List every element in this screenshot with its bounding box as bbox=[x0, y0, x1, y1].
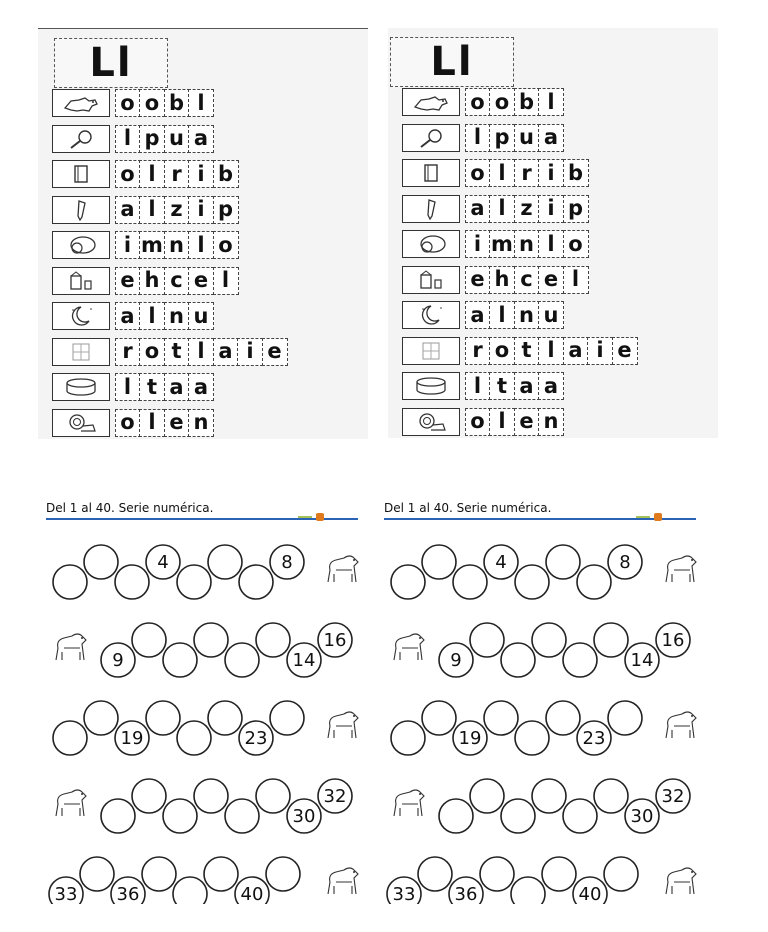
letter-cell: o bbox=[115, 89, 141, 117]
number-circle bbox=[146, 701, 180, 735]
number-circle bbox=[418, 857, 452, 891]
number-row bbox=[391, 701, 696, 755]
letter-cell: p bbox=[139, 125, 165, 153]
letter-cell: u bbox=[164, 125, 190, 153]
moon-icon bbox=[52, 302, 110, 330]
number-circle bbox=[208, 701, 242, 735]
letter-cell: i bbox=[587, 337, 613, 365]
letter-cell: a bbox=[164, 373, 190, 401]
letter-cell: e bbox=[262, 338, 288, 366]
number-series-svg bbox=[46, 524, 366, 904]
letter-cell: i bbox=[465, 230, 491, 258]
number-row bbox=[53, 701, 358, 755]
letter-cell: o bbox=[139, 89, 165, 117]
number-label: 36 bbox=[116, 884, 140, 904]
letter-cell: u bbox=[514, 124, 540, 152]
number-label: 19 bbox=[120, 728, 144, 749]
number-label: 16 bbox=[323, 630, 347, 651]
number-label: 19 bbox=[458, 728, 482, 749]
number-row bbox=[394, 779, 690, 833]
number-label: 40 bbox=[578, 884, 602, 904]
book-icon bbox=[52, 160, 110, 188]
poodle-icon bbox=[328, 556, 358, 582]
letter-cell: l bbox=[489, 195, 515, 223]
letter-cell: l bbox=[188, 231, 214, 259]
number-row bbox=[387, 857, 696, 904]
word-row bbox=[402, 124, 564, 152]
word-row bbox=[402, 337, 638, 365]
number-circle bbox=[532, 779, 566, 813]
number-circle bbox=[270, 701, 304, 735]
word-row bbox=[52, 373, 214, 401]
letter-cell: p bbox=[489, 124, 515, 152]
number-circle bbox=[480, 857, 514, 891]
title-underline bbox=[384, 518, 696, 520]
number-circle bbox=[163, 799, 197, 833]
word-worksheet-left bbox=[38, 28, 368, 439]
letter-cell: z bbox=[514, 195, 540, 223]
number-circle bbox=[515, 721, 549, 755]
word-row bbox=[52, 125, 214, 153]
word-row bbox=[52, 89, 214, 117]
letter-cell: e bbox=[514, 408, 540, 436]
moon-icon bbox=[402, 301, 460, 329]
milk-icon bbox=[52, 267, 110, 295]
fluffy-dog-icon bbox=[394, 790, 424, 816]
letter-cell: o bbox=[465, 88, 491, 116]
letter-cell: n bbox=[188, 409, 214, 437]
wolf-icon bbox=[402, 88, 460, 116]
lemon-icon bbox=[402, 230, 460, 258]
number-label: 23 bbox=[244, 728, 268, 749]
milk-icon bbox=[402, 266, 460, 294]
decoration-mark bbox=[654, 513, 662, 521]
letter-cell: a bbox=[465, 195, 491, 223]
letter-cell: e bbox=[538, 266, 564, 294]
letter-cell: r bbox=[514, 159, 540, 187]
number-circle bbox=[484, 701, 518, 735]
word-row bbox=[52, 231, 239, 259]
letter-cell: a bbox=[514, 372, 540, 400]
number-label: 32 bbox=[661, 786, 685, 807]
letter-cell: n bbox=[164, 302, 190, 330]
tin-can-icon bbox=[52, 373, 110, 401]
number-label: 33 bbox=[392, 884, 416, 904]
letter-cell: a bbox=[563, 337, 589, 365]
letter-cell: e bbox=[612, 337, 638, 365]
letter-cell: i bbox=[188, 196, 214, 224]
number-circle bbox=[515, 565, 549, 599]
letter-cell: l bbox=[188, 338, 214, 366]
number-circle bbox=[225, 643, 259, 677]
letter-cell: i bbox=[538, 195, 564, 223]
number-circle bbox=[542, 857, 576, 891]
letter-cell: l bbox=[139, 409, 165, 437]
number-label: 33 bbox=[54, 884, 78, 904]
letter-cell: p bbox=[563, 195, 589, 223]
letter-cell: h bbox=[139, 267, 165, 295]
letter-cell: a bbox=[115, 302, 141, 330]
word-row bbox=[52, 196, 239, 224]
letter-cell: l bbox=[139, 196, 165, 224]
letter-cell: a bbox=[188, 373, 214, 401]
number-worksheet-right bbox=[384, 494, 704, 904]
number-label: 9 bbox=[112, 650, 124, 671]
worksheet-title: Ll bbox=[390, 37, 514, 87]
number-worksheet-title: Del 1 al 40. Serie numérica. bbox=[46, 501, 214, 515]
letter-cell: n bbox=[514, 230, 540, 258]
standing-poodle-icon bbox=[328, 712, 358, 738]
letter-cell: a bbox=[538, 372, 564, 400]
number-circle bbox=[194, 623, 228, 657]
word-row bbox=[52, 302, 214, 330]
number-label: 8 bbox=[281, 552, 293, 573]
number-circle bbox=[132, 779, 166, 813]
letter-cell: l bbox=[188, 89, 214, 117]
number-circle bbox=[115, 565, 149, 599]
title-underline bbox=[46, 518, 358, 520]
number-label: 4 bbox=[495, 552, 507, 573]
letter-cell: o bbox=[115, 160, 141, 188]
word-worksheet-right bbox=[388, 28, 718, 438]
number-circle bbox=[177, 565, 211, 599]
letter-cell: o bbox=[489, 88, 515, 116]
number-circle bbox=[594, 623, 628, 657]
number-row bbox=[391, 545, 696, 599]
letter-cell: l bbox=[538, 337, 564, 365]
number-circle bbox=[577, 565, 611, 599]
number-circle bbox=[256, 623, 290, 657]
letter-cell: b bbox=[213, 160, 239, 188]
number-circle bbox=[101, 799, 135, 833]
number-circle bbox=[594, 779, 628, 813]
word-row bbox=[52, 338, 288, 366]
letter-cell: b bbox=[514, 88, 540, 116]
number-label: 30 bbox=[292, 806, 316, 827]
number-circle bbox=[532, 623, 566, 657]
number-series-svg bbox=[384, 524, 704, 904]
lion-icon bbox=[52, 409, 110, 437]
wolf-icon bbox=[52, 89, 110, 117]
letter-cell: o bbox=[213, 231, 239, 259]
letter-cell: a bbox=[188, 125, 214, 153]
letter-cell: t bbox=[164, 338, 190, 366]
word-row bbox=[402, 301, 564, 329]
letter-cell: n bbox=[514, 301, 540, 329]
lemon-icon bbox=[52, 231, 110, 259]
word-row bbox=[402, 159, 589, 187]
number-circle bbox=[194, 779, 228, 813]
letter-cell: l bbox=[213, 267, 239, 295]
terrier-icon bbox=[394, 634, 424, 660]
letter-cell: r bbox=[115, 338, 141, 366]
pencil-icon bbox=[402, 195, 460, 223]
number-circle bbox=[391, 721, 425, 755]
number-label: 4 bbox=[157, 552, 169, 573]
letter-cell: e bbox=[188, 267, 214, 295]
letter-cell: o bbox=[563, 230, 589, 258]
word-row bbox=[402, 195, 589, 223]
letter-cell: a bbox=[465, 301, 491, 329]
word-row bbox=[402, 88, 564, 116]
letter-cell: r bbox=[465, 337, 491, 365]
letter-cell: e bbox=[164, 409, 190, 437]
letter-cell: c bbox=[164, 267, 190, 295]
terrier-icon bbox=[56, 634, 86, 660]
letter-cell: o bbox=[115, 409, 141, 437]
poodle-icon bbox=[666, 556, 696, 582]
number-row bbox=[53, 545, 358, 599]
number-label: 36 bbox=[454, 884, 478, 904]
letter-cell: a bbox=[115, 196, 141, 224]
number-circle bbox=[604, 857, 638, 891]
letter-cell: l bbox=[465, 372, 491, 400]
letter-cell: l bbox=[489, 301, 515, 329]
lottery-card-icon bbox=[402, 337, 460, 365]
number-label: 16 bbox=[661, 630, 685, 651]
number-circle bbox=[391, 565, 425, 599]
number-label: 40 bbox=[240, 884, 264, 904]
letter-cell: n bbox=[538, 408, 564, 436]
number-label: 14 bbox=[630, 650, 654, 671]
number-circle bbox=[563, 643, 597, 677]
number-circle bbox=[511, 877, 545, 904]
letter-cell: l bbox=[489, 159, 515, 187]
letter-cell: t bbox=[489, 372, 515, 400]
letter-cell: e bbox=[115, 267, 141, 295]
number-circle bbox=[501, 799, 535, 833]
word-row bbox=[402, 230, 589, 258]
word-row bbox=[402, 408, 564, 436]
number-circle bbox=[608, 701, 642, 735]
standing-poodle-icon bbox=[666, 712, 696, 738]
letter-cell: l bbox=[538, 88, 564, 116]
number-circle bbox=[239, 565, 273, 599]
decoration-mark bbox=[298, 516, 312, 518]
number-circle bbox=[470, 623, 504, 657]
number-circle bbox=[208, 545, 242, 579]
letter-cell: c bbox=[514, 266, 540, 294]
letter-cell: l bbox=[115, 125, 141, 153]
worksheet-title: Ll bbox=[54, 38, 168, 88]
word-row bbox=[52, 267, 239, 295]
word-row bbox=[52, 409, 214, 437]
number-circle bbox=[53, 721, 87, 755]
letter-cell: i bbox=[115, 231, 141, 259]
letter-cell: u bbox=[188, 302, 214, 330]
number-circle bbox=[501, 643, 535, 677]
letter-cell: i bbox=[237, 338, 263, 366]
number-circle bbox=[470, 779, 504, 813]
number-row bbox=[56, 623, 352, 677]
number-circle bbox=[132, 623, 166, 657]
number-circle bbox=[453, 565, 487, 599]
letter-cell: l bbox=[115, 373, 141, 401]
letter-cell: b bbox=[164, 89, 190, 117]
decoration-mark bbox=[636, 516, 650, 518]
number-circle bbox=[84, 701, 118, 735]
dachshund-icon bbox=[666, 868, 696, 894]
letter-cell: o bbox=[489, 337, 515, 365]
letter-cell: l bbox=[139, 160, 165, 188]
letter-cell: r bbox=[164, 160, 190, 188]
number-circle bbox=[546, 701, 580, 735]
number-circle bbox=[173, 877, 207, 904]
number-label: 8 bbox=[619, 552, 631, 573]
number-circle bbox=[422, 701, 456, 735]
letter-cell: l bbox=[139, 302, 165, 330]
letter-cell: e bbox=[465, 266, 491, 294]
number-row bbox=[56, 779, 352, 833]
number-circle bbox=[225, 799, 259, 833]
letter-cell: l bbox=[489, 408, 515, 436]
tin-can-icon bbox=[402, 372, 460, 400]
number-circle bbox=[563, 799, 597, 833]
number-row bbox=[394, 623, 690, 677]
number-row bbox=[49, 857, 358, 904]
number-circle bbox=[204, 857, 238, 891]
word-row bbox=[402, 266, 589, 294]
letter-cell: o bbox=[465, 159, 491, 187]
letter-cell: l bbox=[563, 266, 589, 294]
letter-cell: n bbox=[164, 231, 190, 259]
number-label: 30 bbox=[630, 806, 654, 827]
decoration-mark bbox=[316, 513, 324, 521]
letter-cell: a bbox=[213, 338, 239, 366]
letter-cell: i bbox=[188, 160, 214, 188]
letter-cell: t bbox=[514, 337, 540, 365]
number-circle bbox=[177, 721, 211, 755]
number-circle bbox=[256, 779, 290, 813]
number-circle bbox=[84, 545, 118, 579]
number-worksheet-left bbox=[46, 494, 366, 904]
word-row bbox=[402, 372, 564, 400]
number-worksheet-title: Del 1 al 40. Serie numérica. bbox=[384, 501, 552, 515]
number-circle bbox=[422, 545, 456, 579]
number-circle bbox=[163, 643, 197, 677]
letter-cell: p bbox=[213, 196, 239, 224]
number-circle bbox=[142, 857, 176, 891]
number-label: 32 bbox=[323, 786, 347, 807]
fluffy-dog-icon bbox=[56, 790, 86, 816]
letter-cell: o bbox=[139, 338, 165, 366]
lion-icon bbox=[402, 408, 460, 436]
dachshund-icon bbox=[328, 868, 358, 894]
book-icon bbox=[402, 159, 460, 187]
letter-cell: z bbox=[164, 196, 190, 224]
number-circle bbox=[80, 857, 114, 891]
letter-cell: a bbox=[538, 124, 564, 152]
pencil-icon bbox=[52, 196, 110, 224]
number-circle bbox=[439, 799, 473, 833]
number-label: 14 bbox=[292, 650, 316, 671]
word-row bbox=[52, 160, 239, 188]
number-circle bbox=[546, 545, 580, 579]
letter-cell: o bbox=[465, 408, 491, 436]
magnifying-glass-icon bbox=[52, 125, 110, 153]
letter-cell: l bbox=[538, 230, 564, 258]
magnifying-glass-icon bbox=[402, 124, 460, 152]
letter-cell: b bbox=[563, 159, 589, 187]
lottery-card-icon bbox=[52, 338, 110, 366]
letter-cell: u bbox=[538, 301, 564, 329]
letter-cell: m bbox=[489, 230, 515, 258]
letter-cell: h bbox=[489, 266, 515, 294]
letter-cell: t bbox=[139, 373, 165, 401]
letter-cell: l bbox=[465, 124, 491, 152]
letter-cell: i bbox=[538, 159, 564, 187]
number-circle bbox=[266, 857, 300, 891]
number-circle bbox=[53, 565, 87, 599]
number-label: 23 bbox=[582, 728, 606, 749]
number-label: 9 bbox=[450, 650, 462, 671]
letter-cell: m bbox=[139, 231, 165, 259]
